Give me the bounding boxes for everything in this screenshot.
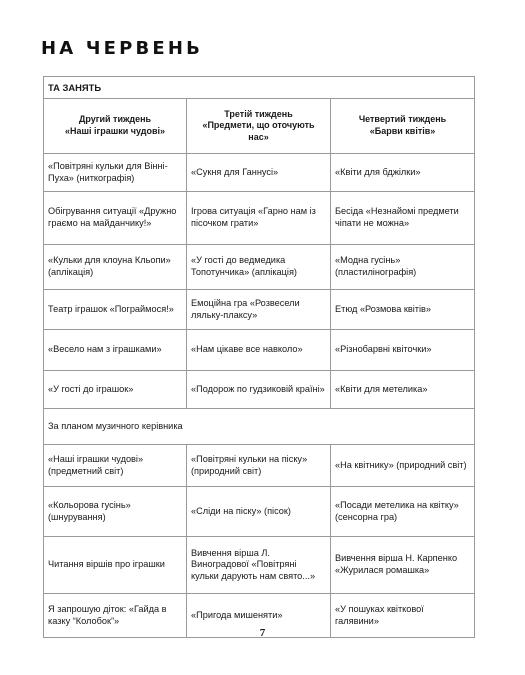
table-cell: «Наші іграшки чудові» (предметний світ) (44, 445, 187, 487)
table-cell: Етюд «Розмова квітів» (331, 290, 475, 330)
table-header-row (44, 99, 475, 154)
column-header-theme: «Предмети, що оточують нас» (202, 120, 315, 142)
table-row (44, 537, 475, 594)
column-header-week-2 (44, 99, 187, 154)
table-cell: «Подорож по гудзиковій країні» (187, 371, 331, 409)
table-cell: «На квітнику» (природний світ) (331, 445, 475, 487)
table-cell: «Квіти для метелика» (331, 371, 475, 409)
table-row-music (44, 409, 475, 445)
table-row (44, 487, 475, 537)
table-cell: «Сліди на піску» (пісок) (187, 487, 331, 537)
column-header-week-label: Другий тиждень (78, 114, 152, 125)
table-cell: Обігрування ситуації «Дружно граємо на майданчику!» (44, 192, 187, 245)
table-cell: Емоційна гра «Розвесели ляльку-плаксу» (187, 290, 331, 330)
table-row (44, 154, 475, 192)
table-cell: «Нам цікаве все навколо» (187, 330, 331, 371)
table-cell: «Посади метелика на квітку» (сенсорна гра) (331, 487, 475, 537)
table-cell: Бесіда «Незнайомі предмети чіпати не можна» (331, 192, 475, 245)
table-row (44, 245, 475, 290)
table-cell: Вивчення вірша Л. Виноградової «Повітряні кульки дарують нам свято...» (187, 537, 331, 594)
table-cell: Вивчення вірша Н. Карпенко «Журилася ромашка» (331, 537, 475, 594)
table-cell: «Сукня для Ганнусі» (187, 154, 331, 192)
table-cell: «Модна гусінь» (пластилінографія) (331, 245, 475, 290)
table-cell: «Квіти для бджілки» (331, 154, 475, 192)
table-row (44, 330, 475, 371)
table-cell: «Повітряні кульки на піску» (природний світ) (187, 445, 331, 487)
table-title: ТА ЗАНЯТЬ (44, 77, 475, 99)
table-cell: Ігрова ситуація «Гарно нам із пісочком грати» (187, 192, 331, 245)
table-cell: «У пошуках квіткової галявини» (331, 594, 475, 638)
table-cell: «Повітряні кульки для Вінні-Пуха» (ниткографія) (44, 154, 187, 192)
column-header-theme: «Барви квітів» (369, 126, 436, 136)
table-cell: Театр іграшок «Пограймося!» (44, 290, 187, 330)
column-header-week-3 (187, 99, 331, 154)
table-row (44, 371, 475, 409)
table-cell: «Кольорова гусінь» (шнурування) (44, 487, 187, 537)
music-note: За планом музичного керівника (44, 409, 475, 445)
table-cell: «Пригода мишеняти» (187, 594, 331, 638)
table-cell: «У гості до ведмедика Топотунчика» (аплікація) (187, 245, 331, 290)
table-cell: «Різнобарвні квіточки» (331, 330, 475, 371)
table-row (44, 445, 475, 487)
table-cell: «Весело нам з іграшками» (44, 330, 187, 371)
table-row (44, 192, 475, 245)
column-header-theme: «Наші іграшки чудові» (64, 126, 166, 136)
table-cell: «Кульки для клоуна Кльопи» (аплікація) (44, 245, 187, 290)
table-cell: Читання віршів про іграшки (44, 537, 187, 594)
table-cell: «У гості до іграшок» (44, 371, 187, 409)
page-heading: НА ЧЕРВЕНЬ (41, 38, 204, 59)
column-header-week-label: Третій тиждень (224, 108, 293, 119)
table-row (44, 290, 475, 330)
table-cell: Я запрошую діток: «Гайда в казку “Колобок”» (44, 594, 187, 638)
column-header-week-4 (331, 99, 475, 154)
plan-table (43, 76, 475, 638)
page-number: 7 (259, 627, 266, 639)
column-header-week-label: Четвертий тиждень (358, 114, 447, 125)
table-title-row (44, 77, 475, 99)
